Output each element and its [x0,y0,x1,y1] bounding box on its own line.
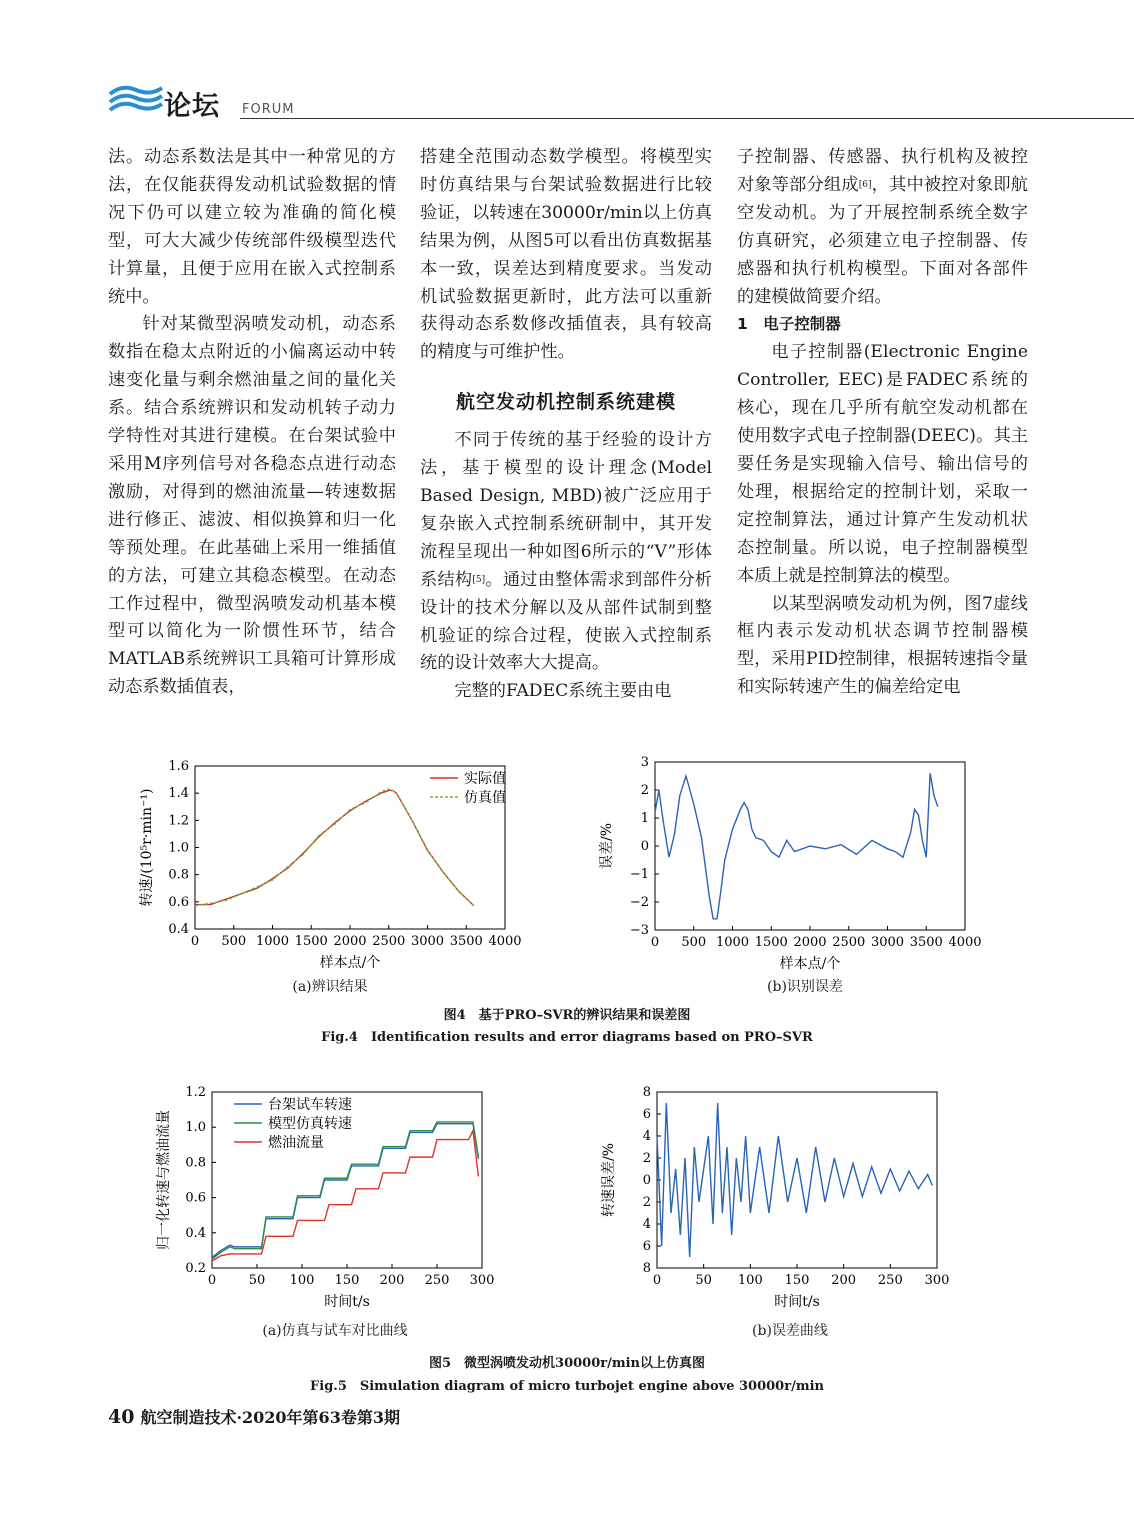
x-tick-label: 0 [207,1273,217,1288]
paragraph: 法。动态系数法是其中一种常见的方法，在仅能获得发动机试验数据的情况下仍可以建立较为准确的简化模型，可大大减少传统部件级模型迭代计算量，且便于应用在嵌入式控制系统中。 [108,147,396,307]
page-number: 40 [108,1406,135,1428]
legend-label: 实际值 [464,771,506,787]
series-line [655,773,938,919]
y-tick-label: 2 [640,783,649,798]
subsection-heading: 1 电子控制器 [737,315,841,334]
legend-label: 仿真值 [464,790,506,806]
fig5a-chart [155,1082,505,1314]
x-tick-label: 50 [248,1273,266,1288]
paragraph: 不同于传统的基于经验的设计方法，基于模型的设计理念(Model Based Design, MBD)被广泛应用于复杂嵌入式控制系统研制中，其开发流程呈现出一种如图6所示的“V”形体系结构[5]。通过由整体需求到部件分析设计的技术分解以及从部件试制到整机验证的综合过程，使嵌入式控制系统的设计效率大大提高。 [420,430,712,674]
x-tick-label: 2500 [372,934,406,949]
fig5a-caption: (a)仿真与试车对比曲线 [262,1323,408,1339]
fig5b-chart [595,1082,960,1314]
x-tick-label: 1000 [715,935,750,950]
series-line [195,790,474,905]
x-tick-label: 100 [737,1273,763,1288]
y-axis-label: 误差/% [599,822,615,870]
y-tick-label: 6 [642,1239,651,1254]
y-tick-label: 3 [640,755,649,770]
y-tick-label: 2 [642,1151,651,1166]
x-tick-label: 300 [469,1273,495,1288]
fig4-caption-cn: 图4 基于PRO–SVR的辨识结果和误差图 [443,1008,691,1023]
x-tick-label: 100 [289,1273,315,1288]
wave-logo-icon [108,80,164,116]
text-column-2 [420,144,712,706]
plot-frame [195,766,505,929]
y-tick-label: 0.2 [185,1261,206,1276]
x-tick-label: 150 [334,1273,360,1288]
citation: [6] [858,179,872,190]
x-tick-label: 500 [681,935,707,950]
x-tick-label: 200 [831,1273,857,1288]
y-tick-label: 4 [642,1217,651,1232]
fig4b-caption: (b)识别误差 [767,979,843,995]
y-tick-label: 1.2 [168,813,189,829]
y-tick-label: 8 [642,1085,651,1100]
paragraph: 以某型涡喷发动机为例，图7虚线框内表示发动机状态调节控制器模型，采用PID控制律，根据转速指令量和实际转速产生的偏差给定电 [737,593,1028,698]
fig4a-caption: (a)辨识结果 [292,979,368,995]
x-axis-label: 样本点/个 [779,956,841,972]
y-tick-label: 1.0 [185,1120,206,1136]
x-tick-label: 4000 [948,935,982,950]
paragraph: 电子控制器(Electronic Engine Controller, EEC)是FADEC系统的核心，现在几乎所有航空发动机都在使用数字式电子控制器(DEEC)。其主要任务是实现输入信号、输出信号的处理，根据给定的控制计划，采取一定控制算法，通过计算产生发动机状态控制量。所以说，电子控制器模型本质上就是控制算法的模型。 [737,342,1028,586]
x-axis-label: 时间t/s [324,1294,370,1310]
page-header [108,80,1134,122]
y-tick-label: 0.8 [185,1155,206,1171]
fig4-caption-en: Fig.4 Identification results and error diagrams based on PRO–SVR [321,1030,813,1045]
x-tick-label: 300 [924,1273,950,1288]
x-tick-label: 50 [695,1273,712,1288]
y-tick-label: 1.6 [168,759,189,774]
y-tick-label: 0 [640,839,649,854]
x-tick-label: 250 [424,1273,450,1288]
y-tick-label: 0.6 [168,894,189,910]
section-title: 论坛 [164,91,220,122]
series-line [195,789,474,906]
y-tick-label: 2 [642,1195,651,1210]
y-axis-label: 转速/(10⁵r·min⁻¹) [139,788,155,907]
fig5b-caption: (b)误差曲线 [752,1323,828,1339]
x-tick-label: 3500 [909,935,943,950]
x-tick-label: 2500 [832,935,866,950]
x-tick-label: 2000 [793,935,827,950]
y-tick-label: −3 [629,923,649,938]
x-tick-label: 3000 [870,935,905,950]
paragraph: 搭建全范围动态数学模型。将模型实时仿真结果与台架试验数据进行比较验证，以转速在30000r/min以上仿真结果为例，从图5可以看出仿真数据基本一致，误差达到精度要求。当发动机试验数据更新时，此方法可以重新获得动态系数修改插值表，具有较高的精度与可维护性。 [420,147,712,363]
y-tick-label: 0 [642,1173,651,1188]
y-tick-label: 1.0 [168,840,189,856]
x-tick-label: 200 [379,1273,405,1288]
x-tick-label: 3000 [410,934,445,949]
x-axis-label: 样本点/个 [319,955,381,971]
y-tick-label: −1 [629,867,649,882]
series-line [212,1131,478,1261]
y-tick-label: 1 [640,811,649,826]
text-column-3 [737,144,1028,702]
fig4a-chart [130,752,530,974]
fig4b-chart [590,752,990,974]
fig5-caption-cn: 图5 微型涡喷发动机30000r/min以上仿真图 [428,1356,705,1371]
y-tick-label: 0.4 [168,922,189,937]
x-tick-label: 0 [652,1273,662,1288]
section-heading: 航空发动机控制系统建模 [455,391,676,414]
y-tick-label: 0.4 [185,1225,206,1241]
page-footer [108,1405,400,1428]
citation: [5] [472,574,486,585]
fig5-caption-en: Fig.5 Simulation diagram of micro turbojet engine above 30000r/min [310,1379,824,1394]
y-axis-label: 转速误差/% [601,1142,617,1218]
journal-name: 航空制造技术·2020年第63卷第3期 [140,1408,400,1427]
y-tick-label: 6 [642,1107,651,1122]
x-tick-label: 1500 [294,934,328,949]
y-tick-label: 1.4 [168,786,189,802]
x-tick-label: 4000 [488,934,522,949]
legend-label: 台架试车转速 [268,1097,352,1113]
section-english: FORUM [242,102,295,117]
series-line [212,1124,478,1258]
x-tick-label: 250 [877,1273,903,1288]
x-tick-label: 1500 [754,935,788,950]
text-column-1 [108,144,396,702]
y-tick-label: 4 [642,1129,651,1144]
x-tick-label: 3500 [449,934,483,949]
paragraph: 子控制器、传感器、执行机构及被控对象等部分组成[6]，其中被控对象即航空发动机。为了开展控制系统全数字仿真研究，必须建立电子控制器、传感器和执行机构模型。下面对各部件的建模做简要介绍。 [737,147,1028,307]
y-tick-label: 8 [642,1261,651,1276]
x-tick-label: 2000 [333,934,367,949]
legend-label: 模型仿真转速 [268,1116,352,1132]
paragraph: 完整的FADEC系统主要由电 [454,681,672,702]
x-tick-label: 500 [221,934,247,949]
x-tick-label: 150 [784,1273,810,1288]
y-tick-label: 0.6 [185,1190,206,1206]
series-line [657,1103,932,1257]
x-axis-label: 时间t/s [774,1294,820,1310]
x-tick-label: 0 [190,934,200,949]
y-axis-label: 归一化转速与燃油流量 [156,1110,172,1250]
y-tick-label: 1.2 [185,1085,206,1100]
header-rule [240,118,1134,119]
x-tick-label: 1000 [255,934,290,949]
paragraph: 针对某微型涡喷发动机，动态系数指在稳太点附近的小偏离运动中转速变化量与剩余燃油量之间的量化关系。结合系统辨识和发动机转子动力学特性对其进行建模。在台架试验中采用M序列信号对各稳态点进行动态激励，对得到的燃油流量—转速数据进行修正、滤波、相似换算和归一化等预处理。在此基础上采用一维插值的方法，可建立其稳态模型。在动态工作过程中，微型涡喷发动机基本模型可以简化为一阶惯性环节，结合MATLAB系统辨识工具箱可计算形成动态系数插值表， [108,314,396,698]
legend-label: 燃油流量 [268,1135,324,1151]
x-tick-label: 0 [650,935,660,950]
y-tick-label: −2 [629,895,649,910]
y-tick-label: 0.8 [168,867,189,883]
